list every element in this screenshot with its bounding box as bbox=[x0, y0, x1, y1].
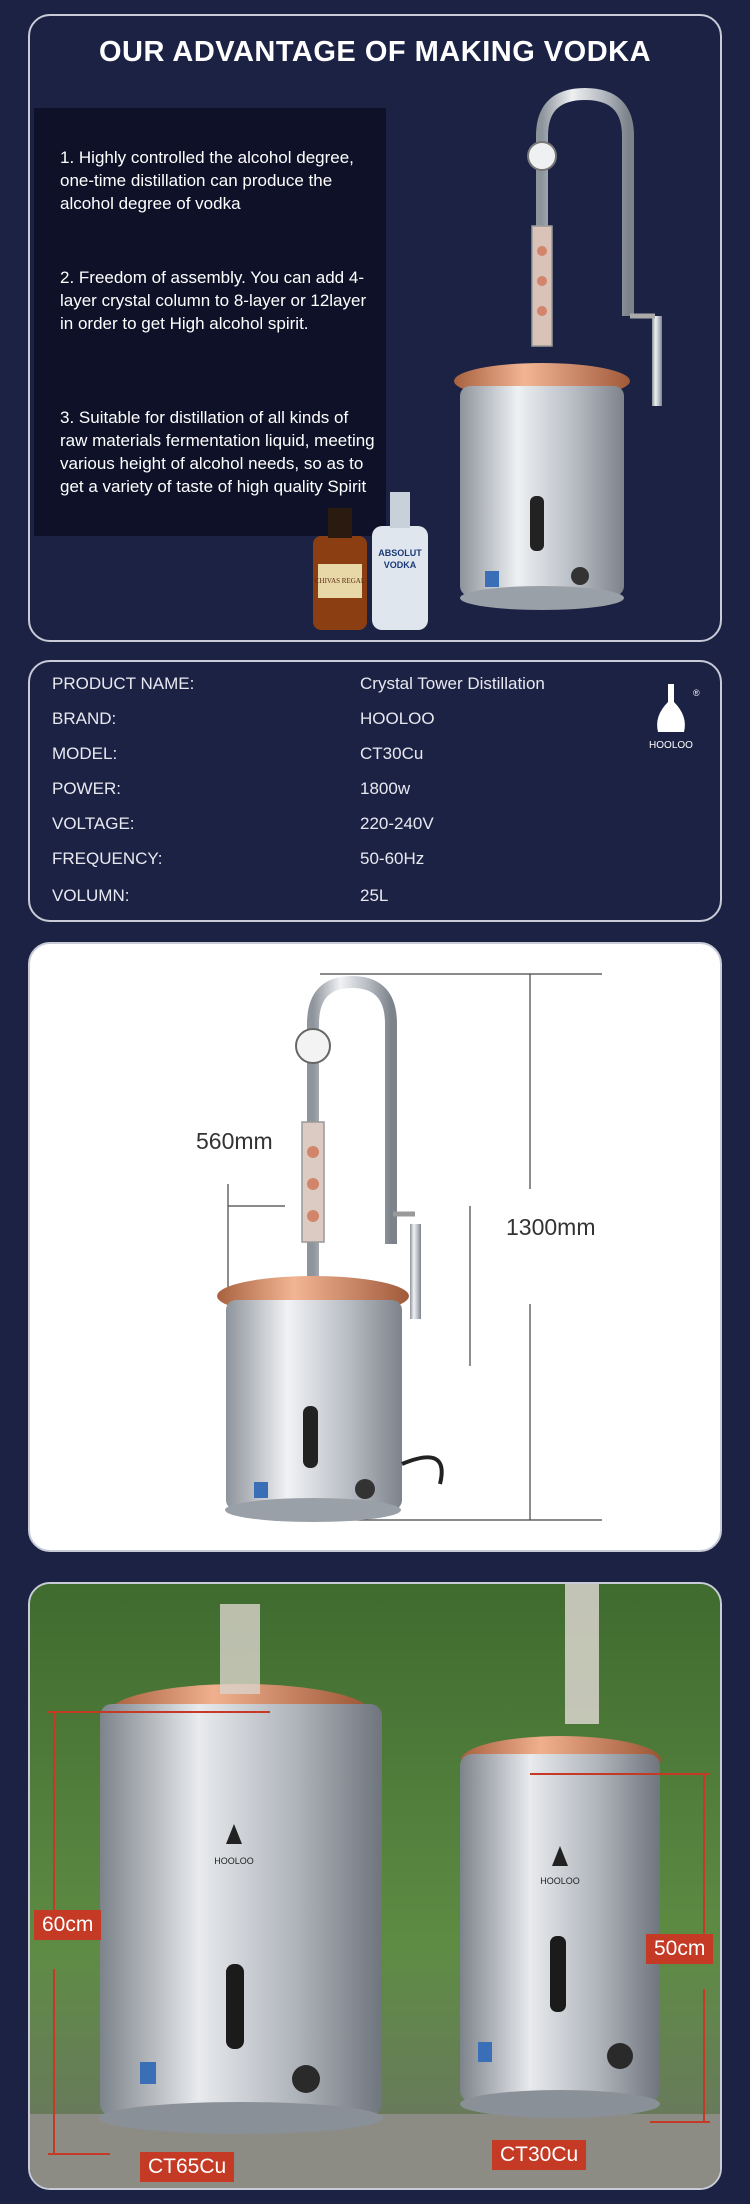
spec-label: POWER: bbox=[52, 779, 121, 798]
spec-value: 50-60Hz bbox=[360, 849, 425, 868]
left-model-tag: CT65Cu bbox=[140, 2152, 234, 2182]
distiller-product-image bbox=[30, 16, 722, 642]
spec-value: 220-240V bbox=[360, 814, 434, 833]
dimensions-panel bbox=[28, 942, 722, 1552]
distiller-dimension-drawing bbox=[30, 944, 722, 1552]
spec-value: 25L bbox=[360, 886, 389, 905]
spec-row bbox=[30, 814, 720, 844]
right-height-tag: 50cm bbox=[646, 1934, 713, 1964]
spec-label: PRODUCT NAME: bbox=[52, 674, 195, 693]
spec-value: 1800w bbox=[360, 779, 411, 798]
advantage-point-1: 1. Highly controlled the alcohol degree, one-time distillation can produce the alcohol degree of vodka bbox=[60, 148, 354, 213]
advantage-point-3: 3. Suitable for distillation of all kinds of raw materials fermentation liquid, meeting various height of alcohol needs, so as to get a variety of taste of high quality Spirit bbox=[60, 408, 375, 496]
spec-label: VOLTAGE: bbox=[52, 814, 135, 833]
right-model-tag: CT30Cu bbox=[492, 2140, 586, 2170]
spec-label: BRAND: bbox=[52, 709, 117, 728]
chivas-label: CHIVAS REGAL bbox=[314, 577, 366, 585]
left-height-tag: 60cm bbox=[34, 1910, 101, 1940]
spec-row bbox=[30, 779, 720, 809]
spec-value: HOOLOO bbox=[360, 709, 435, 728]
advantage-point-2: 2. Freedom of assembly. You can add 4-layer crystal column to 8-layer or 12layer in order to get High alcohol spirit. bbox=[60, 268, 367, 333]
size-comparison-panel bbox=[28, 1582, 722, 2190]
advantage-title: OUR ADVANTAGE OF MAKING VODKA bbox=[98, 36, 652, 68]
spec-row bbox=[30, 849, 720, 879]
spec-row bbox=[30, 674, 720, 704]
spec-value: CT30Cu bbox=[360, 744, 424, 763]
small-distiller-logo-text: HOOLOO bbox=[540, 1876, 580, 1886]
spec-row bbox=[30, 744, 720, 774]
spec-label: MODEL: bbox=[52, 744, 118, 763]
spec-label: VOLUMN: bbox=[52, 886, 130, 905]
logo-registered-mark: ® bbox=[693, 688, 700, 698]
spec-row bbox=[30, 886, 720, 916]
specs-panel bbox=[28, 660, 722, 922]
advantage-panel bbox=[28, 14, 722, 642]
size-comparison-photo bbox=[30, 1584, 722, 2190]
logo-text: HOOLOO bbox=[649, 740, 693, 751]
spec-value: Crystal Tower Distillation bbox=[360, 674, 545, 693]
absolut-label-2: VODKA bbox=[383, 560, 417, 570]
height-dimension-label: 1300mm bbox=[506, 1214, 596, 1240]
absolut-label-1: ABSOLUT bbox=[378, 548, 422, 558]
spec-row bbox=[30, 709, 720, 739]
spec-label: FREQUENCY: bbox=[52, 849, 163, 868]
width-dimension-label: 560mm bbox=[196, 1128, 273, 1154]
hooloo-logo bbox=[636, 676, 706, 756]
big-distiller-logo-text: HOOLOO bbox=[214, 1856, 254, 1866]
